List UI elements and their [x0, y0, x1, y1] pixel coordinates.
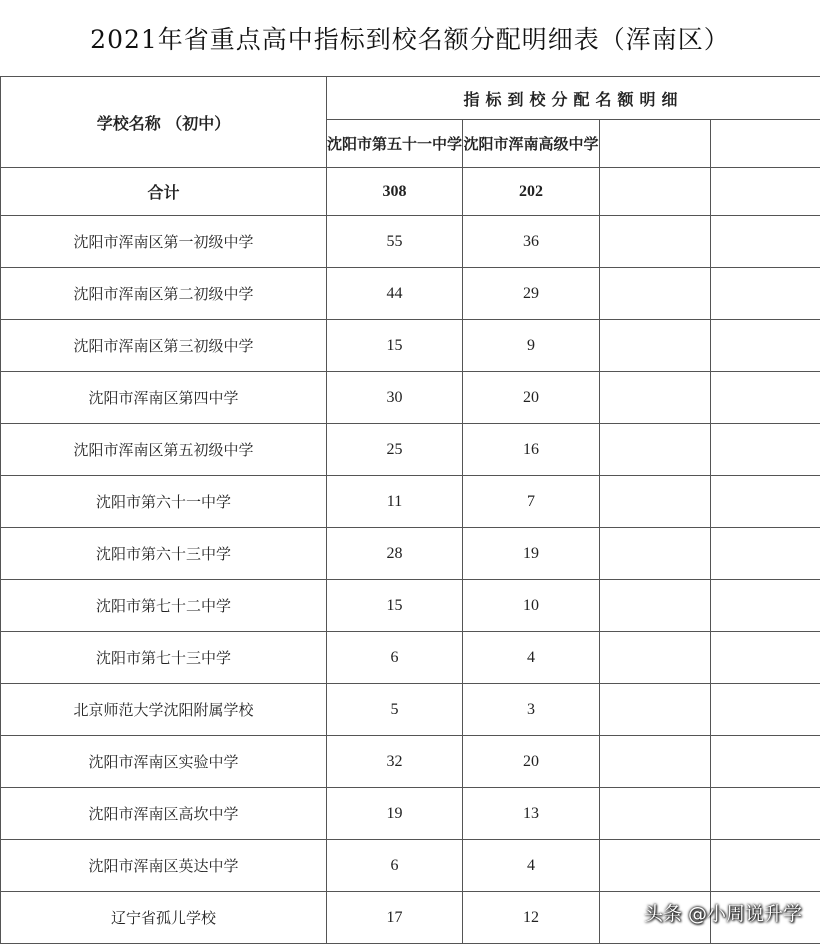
column-header-empty-1 — [600, 120, 711, 168]
school-name-header: 学校名称 （初中） — [1, 77, 327, 168]
school-name-cell: 北京师范大学沈阳附属学校 — [1, 684, 327, 736]
school-name-cell: 沈阳市浑南区第一初级中学 — [1, 216, 327, 268]
quota-cell: 36 — [463, 216, 600, 268]
quota-cell — [600, 632, 711, 684]
quota-cell — [711, 528, 820, 580]
quota-cell — [600, 476, 711, 528]
quota-cell: 5 — [327, 684, 463, 736]
quota-cell: 32 — [327, 736, 463, 788]
quota-cell — [600, 528, 711, 580]
quota-cell — [711, 788, 820, 840]
quota-cell — [711, 840, 820, 892]
quota-cell: 20 — [463, 736, 600, 788]
quota-cell — [600, 840, 711, 892]
table-row — [1, 424, 820, 476]
table-row — [1, 580, 820, 632]
school-name-cell: 沈阳市浑南区第四中学 — [1, 372, 327, 424]
school-name-cell: 辽宁省孤儿学校 — [1, 892, 327, 944]
quota-cell — [711, 372, 820, 424]
quota-cell — [600, 736, 711, 788]
quota-cell: 11 — [327, 476, 463, 528]
header-row-1 — [1, 77, 820, 120]
quota-cell — [711, 216, 820, 268]
quota-cell — [711, 424, 820, 476]
table-row — [1, 476, 820, 528]
quota-cell: 10 — [463, 580, 600, 632]
quota-cell — [711, 320, 820, 372]
watermark: 头条 @小周说升学 — [644, 899, 802, 926]
quota-cell — [711, 268, 820, 320]
quota-cell: 19 — [463, 528, 600, 580]
quota-cell — [600, 268, 711, 320]
quota-cell — [600, 216, 711, 268]
quota-cell: 6 — [327, 632, 463, 684]
allocation-group-header: 指标到校分配名额明细 — [327, 77, 820, 120]
table-row — [1, 528, 820, 580]
column-header-hunnan-high: 沈阳市浑南高级中学 — [463, 120, 600, 168]
school-name-cell: 沈阳市浑南区第五初级中学 — [1, 424, 327, 476]
school-name-cell: 沈阳市浑南区第二初级中学 — [1, 268, 327, 320]
quota-cell — [711, 736, 820, 788]
column-header-school-51: 沈阳市第五十一中学 — [327, 120, 463, 168]
table-row — [1, 372, 820, 424]
quota-cell — [600, 788, 711, 840]
total-value — [600, 168, 711, 216]
quota-cell: 19 — [327, 788, 463, 840]
table-row — [1, 268, 820, 320]
quota-cell: 55 — [327, 216, 463, 268]
quota-cell: 16 — [463, 424, 600, 476]
quota-cell: 28 — [327, 528, 463, 580]
school-name-cell: 沈阳市第七十二中学 — [1, 580, 327, 632]
total-row — [1, 168, 820, 216]
table-row — [1, 684, 820, 736]
quota-cell — [600, 320, 711, 372]
allocation-table — [0, 76, 820, 944]
table-row — [1, 840, 820, 892]
school-name-cell: 沈阳市第六十三中学 — [1, 528, 327, 580]
school-name-cell: 沈阳市第六十一中学 — [1, 476, 327, 528]
table-row — [1, 788, 820, 840]
quota-cell — [711, 476, 820, 528]
quota-cell: 4 — [463, 632, 600, 684]
column-header-empty-2 — [711, 120, 820, 168]
table-row — [1, 736, 820, 788]
quota-cell: 15 — [327, 580, 463, 632]
quota-cell — [711, 684, 820, 736]
quota-cell — [600, 372, 711, 424]
quota-cell: 15 — [327, 320, 463, 372]
quota-cell: 3 — [463, 684, 600, 736]
school-name-cell: 沈阳市浑南区实验中学 — [1, 736, 327, 788]
school-name-cell: 沈阳市浑南区第三初级中学 — [1, 320, 327, 372]
quota-cell: 20 — [463, 372, 600, 424]
table-row — [1, 632, 820, 684]
quota-cell: 6 — [327, 840, 463, 892]
school-name-cell: 沈阳市浑南区高坎中学 — [1, 788, 327, 840]
quota-cell — [600, 684, 711, 736]
table-row — [1, 216, 820, 268]
quota-cell — [711, 632, 820, 684]
quota-cell: 7 — [463, 476, 600, 528]
quota-cell: 4 — [463, 840, 600, 892]
page-title: 2021年省重点高中指标到校名额分配明细表（浑南区） — [0, 0, 820, 76]
quota-cell — [711, 580, 820, 632]
school-name-cell: 沈阳市第七十三中学 — [1, 632, 327, 684]
quota-cell: 13 — [463, 788, 600, 840]
quota-cell: 17 — [327, 892, 463, 944]
quota-cell — [600, 424, 711, 476]
total-value: 202 — [463, 168, 600, 216]
quota-cell: 25 — [327, 424, 463, 476]
quota-cell: 9 — [463, 320, 600, 372]
quota-cell — [600, 580, 711, 632]
quota-cell: 29 — [463, 268, 600, 320]
total-value: 308 — [327, 168, 463, 216]
quota-cell: 44 — [327, 268, 463, 320]
total-label: 合计 — [1, 168, 327, 216]
quota-cell: 12 — [463, 892, 600, 944]
school-name-cell: 沈阳市浑南区英达中学 — [1, 840, 327, 892]
quota-cell: 30 — [327, 372, 463, 424]
table-row — [1, 320, 820, 372]
total-value — [711, 168, 820, 216]
